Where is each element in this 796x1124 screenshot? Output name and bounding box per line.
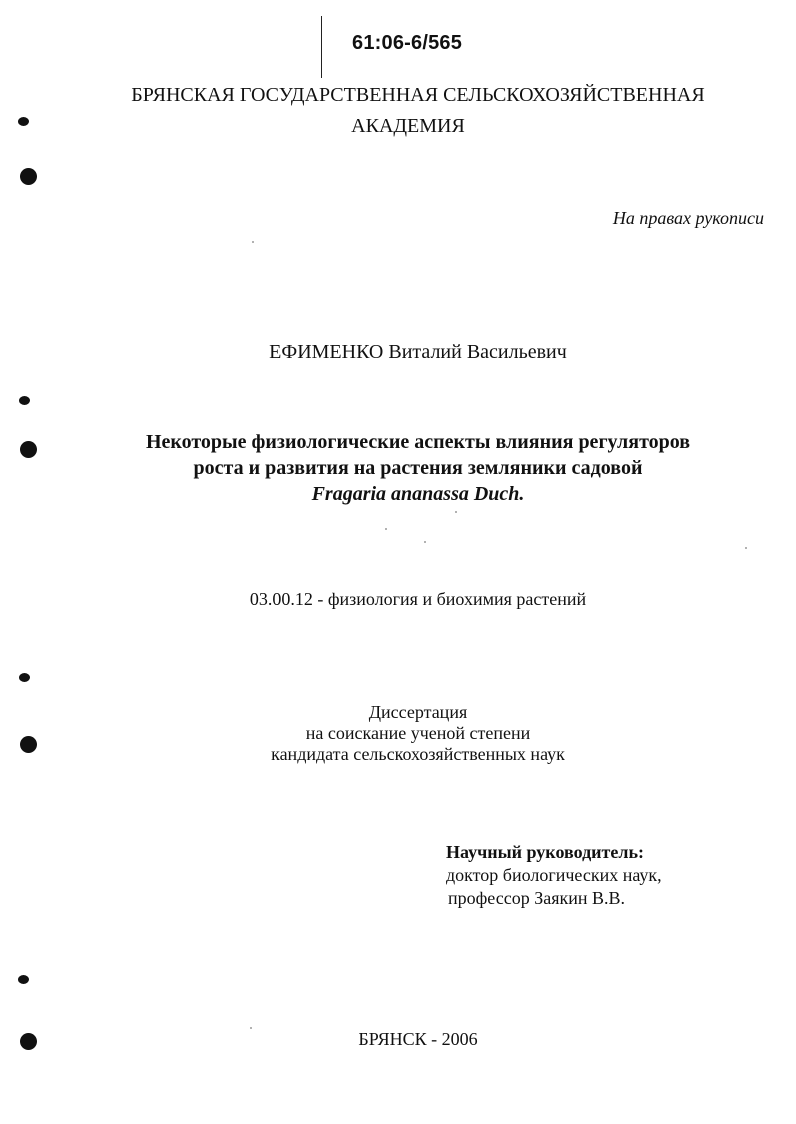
scan-speck [385,528,387,530]
rights-note: На правах рукописи [612,208,764,228]
stamp-divider-line [321,16,322,78]
degree-line-3: кандидата сельскохозяйственных наук [271,744,565,764]
scan-speck [424,541,426,543]
specialty-code: 03.00.12 - физиология и биохимия растений [249,589,587,609]
dissertation-title [0,429,796,507]
supervisor-degree: доктор биологических наук, [446,865,662,885]
author-name: ЕФИМЕНКО Виталий Васильевич [269,341,567,363]
title-line-1: Некоторые физиологические аспекты влияния регуляторов [145,431,691,453]
supervisor-block [446,841,662,910]
scan-speck [252,241,254,243]
scan-speck [455,511,457,513]
degree-statement [0,702,796,765]
title-line-2: роста и развития на растения земляники садовой [193,457,643,479]
supervisor-name: профессор Заякин В.В. [448,888,626,908]
degree-line-1: Диссертация [368,702,468,722]
punch-hole-icon [19,396,30,405]
degree-line-2: на соискание ученой степени [305,723,531,743]
title-latin-name: Fragaria ananassa Duch. [311,483,525,505]
catalog-number: 61:06-6/565 [352,32,463,54]
institution-name-line-1: БРЯНСКАЯ ГОСУДАРСТВЕННАЯ СЕЛЬСКОХОЗЯЙСТВЕННАЯ [131,84,705,106]
city-year: БРЯНСК - 2006 [358,1029,478,1049]
punch-hole-icon [18,975,29,984]
scan-speck [745,547,747,549]
punch-hole-icon [19,673,30,682]
supervisor-heading: Научный руководитель: [446,842,644,862]
institution-name-line-2: АКАДЕМИЯ [351,115,465,137]
punch-hole-icon [20,168,37,185]
